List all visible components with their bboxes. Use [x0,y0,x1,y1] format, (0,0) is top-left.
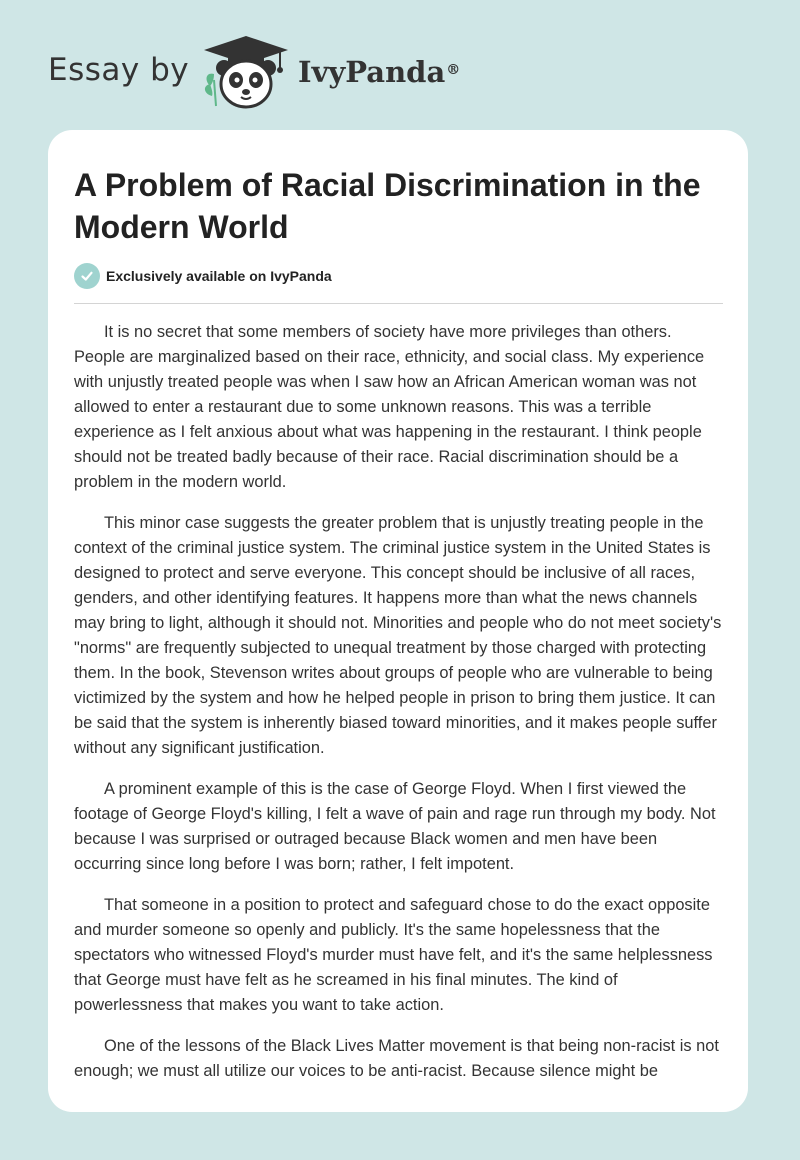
essay-paragraph: One of the lessons of the Black Lives Matter movement is that being non-racist is not enough; we must all utilize our voices to be anti-racist. Because silence might be [74,1037,719,1080]
essay-card [48,130,748,1112]
essay-by-label: Essay by [48,52,190,88]
essay-title: A Problem of Racial Discrimination in the Modern World [74,167,701,245]
title-divider [74,303,723,304]
essay-body [74,320,726,1100]
brand-name-text: IvyPanda [298,55,446,89]
brand-name[interactable] [298,52,460,92]
registered-mark: ® [446,62,461,78]
site-header [0,0,800,130]
essay-paragraph: It is no secret that some members of society have more privileges than others. People are marginalized based on their race, ethnicity, and social class. My experience with unjustly treated people was when I saw how an African American woman was not allowed to enter a restaurant due to some unknown reasons. This was a terrible experience as I felt anxious about what was happening in the restaurant. I think people should not be treated badly because of their race. Racial discrimination should be a problem in the modern world. [74,323,705,491]
exclusive-badge [74,263,332,289]
exclusive-badge-text: Exclusively available on IvyPanda [106,268,332,284]
essay-paragraph: This minor case suggests the greater problem that is unjustly treating people in the context of the criminal justice system. The criminal justice system in the United States is designed to protect and serve everyone. This concept should be inclusive of all races, genders, and other identifying features. It happens more than what the news channels may bring to light, although it should not. Minorities and people who do not meet society's "norms" are frequently subjected to unequal treatment by those charged with protecting them. In the book, Stevenson writes about groups of people who are vulnerable to being victimized by the system and how he helped people in prison to bring them justice. It can be said that the system is inherently biased toward minorities, and it makes people suffer without any significant justification. [74,514,722,757]
check-icon [74,263,100,289]
essay-paragraph: A prominent example of this is the case of George Floyd. When I first viewed the footage of George Floyd's killing, I felt a wave of pain and rage run through my body. Not because I was surprised or outraged because Black women and men have been occurring since long before I was born; rather, I felt impotent. [74,780,716,873]
panda-graduation-cap-icon [200,34,292,110]
essay-paragraph: That someone in a position to protect and safeguard chose to do the exact opposite and murder someone so openly and publicly. It's the same hopelessness that the spectators who witnessed Floyd's murder must have felt, and it's the same helplessness that George must have felt as he screamed in his final minutes. The kind of powerlessness that makes you want to take action. [74,896,713,1014]
